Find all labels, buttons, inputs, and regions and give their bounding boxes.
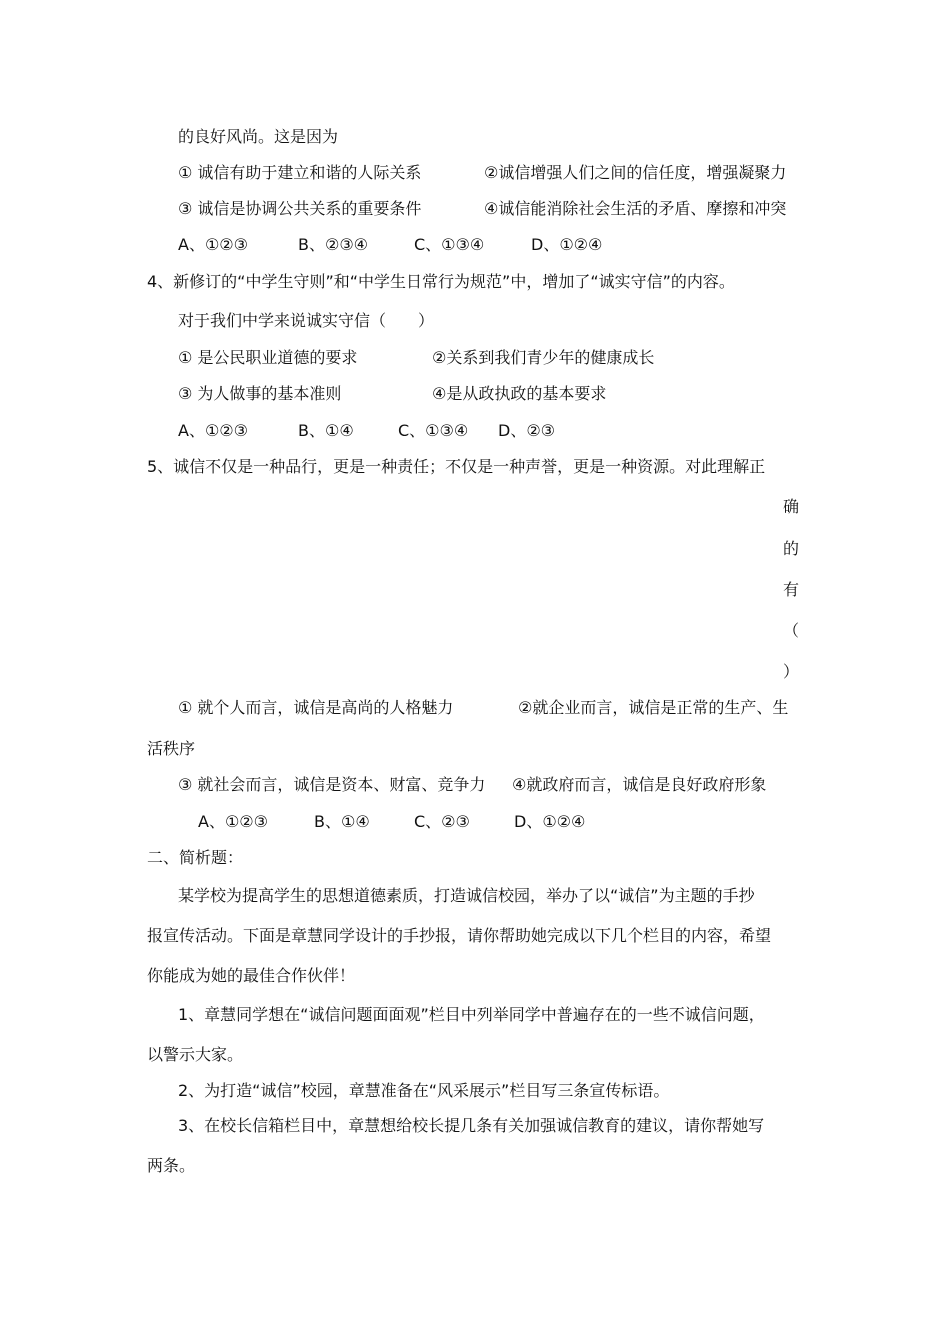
q3-option-2: ②诚信增强人们之间的信任度，增强凝聚力 <box>484 163 787 182</box>
section-heading: 二、简析题： <box>147 848 244 867</box>
q3-choice-d: D、①②④ <box>531 235 603 254</box>
q5-option-1: ① 就个人而言，诚信是高尚的人格魅力 <box>178 698 454 717</box>
q5-vertical-char: 的 <box>782 539 799 558</box>
q4-choice-b: B、①④ <box>298 421 354 440</box>
item-3-line-1: 3、在校长信箱栏目中，章慧想给校长提几条有关加强诚信教育的建议，请你帮她写 <box>178 1116 765 1135</box>
q5-stem: 5、诚信不仅是一种品行，更是一种责任；不仅是一种声誉，更是一种资源。对此理解正 <box>147 457 766 476</box>
q4-stem-line2: 对于我们中学来说诚实守信（ ） <box>178 311 435 330</box>
q3-choice-a: A、①②③ <box>178 235 248 254</box>
q5-vertical-char: 有 <box>782 580 799 599</box>
intro-line-1: 某学校为提高学生的思想道德素质，打造诚信校园，举办了以“诚信”为主题的手抄 <box>178 886 755 905</box>
q5-option-2: ②就企业而言，诚信是正常的生产、生 <box>518 698 789 717</box>
item-1-line-1: 1、章慧同学想在“诚信问题面面观”栏目中列举同学中普遍存在的一些不诚信问题， <box>178 1005 765 1024</box>
q4-choice-a: A、①②③ <box>178 421 248 440</box>
q3-option-1: ① 诚信有助于建立和谐的人际关系 <box>178 163 422 182</box>
intro-line-2: 报宣传活动。下面是章慧同学设计的手抄报，请你帮助她完成以下几个栏目的内容，希望 <box>147 926 772 945</box>
intro-line-3: 你能成为她的最佳合作伙伴！ <box>147 966 356 985</box>
q4-stem: 4、新修订的“中学生守则”和“中学生日常行为规范”中，增加了“诚实守信”的内容。 <box>147 272 735 291</box>
item-1-line-2: 以警示大家。 <box>147 1045 244 1064</box>
q5-vertical-char: 确 <box>782 497 799 516</box>
q3-option-3: ③ 诚信是协调公共关系的重要条件 <box>178 199 422 218</box>
q3-option-4: ④诚信能消除社会生活的矛盾、摩擦和冲突 <box>484 199 787 218</box>
q4-option-4: ④是从政执政的基本要求 <box>432 384 607 403</box>
q5-option-4: ④就政府而言，诚信是良好政府形象 <box>512 775 767 794</box>
item-3-line-2: 两条。 <box>147 1156 196 1175</box>
q3-choice-b: B、②③④ <box>298 235 369 254</box>
q3-stem-tail: 的良好风尚。这是因为 <box>178 127 339 146</box>
q5-vertical-char: （ <box>782 621 799 640</box>
q5-choice-a: A、①②③ <box>198 812 268 831</box>
q4-option-2: ②关系到我们青少年的健康成长 <box>432 348 655 367</box>
q5-choice-c: C、②③ <box>414 812 470 831</box>
q5-option-2-cont: 活秩序 <box>147 739 196 758</box>
q5-choice-b: B、①④ <box>314 812 370 831</box>
q4-choice-d: D、②③ <box>498 421 556 440</box>
q5-vertical-char: ） <box>782 662 799 681</box>
q4-option-1: ① 是公民职业道德的要求 <box>178 348 358 367</box>
item-2: 2、为打造“诚信”校园，章慧准备在“风采展示”栏目写三条宣传标语。 <box>178 1081 670 1100</box>
q5-option-3: ③ 就社会而言，诚信是资本、财富、竞争力 <box>178 775 486 794</box>
q3-choice-c: C、①③④ <box>414 235 485 254</box>
q4-choice-c: C、①③④ <box>398 421 469 440</box>
q5-choice-d: D、①②④ <box>514 812 586 831</box>
q4-option-3: ③ 为人做事的基本准则 <box>178 384 342 403</box>
